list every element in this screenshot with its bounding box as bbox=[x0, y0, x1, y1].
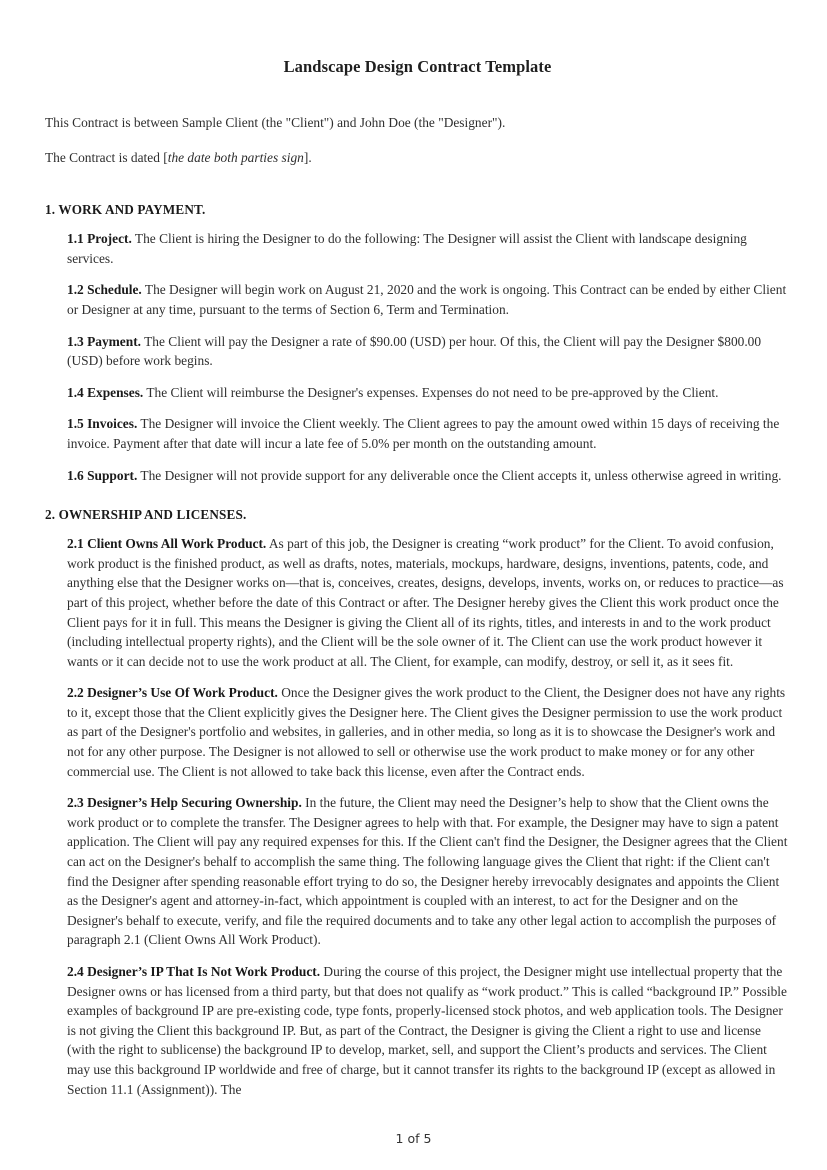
clause-1-5 bbox=[67, 414, 790, 453]
clause-1-3 bbox=[67, 332, 790, 371]
clause-1-2-lead: 1.2 Schedule. bbox=[67, 282, 142, 298]
section-1-clauses bbox=[67, 229, 790, 485]
clause-1-1 bbox=[67, 229, 790, 268]
clause-1-6-body: The Designer will not provide support for any deliverable once the Client accepts it, unless otherwise agreed in writing. bbox=[137, 467, 782, 483]
intro-date-paragraph bbox=[45, 148, 790, 168]
section-heading-2: 2. OWNERSHIP AND LICENSES. bbox=[45, 507, 247, 523]
clause-2-4-lead: 2.4 Designer’s IP That Is Not Work Product. bbox=[67, 964, 321, 979]
clause-1-4-lead: 1.4 Expenses. bbox=[67, 384, 144, 400]
clause-2-3-lead: 2.3 Designer’s Help Securing Ownership. bbox=[67, 795, 302, 811]
section-2-clauses bbox=[67, 534, 790, 1099]
clause-1-5-lead: 1.5 Invoices. bbox=[67, 416, 138, 432]
clause-1-6 bbox=[67, 466, 790, 486]
clause-1-5-body: The Designer will invoice the Client weekly. The Client agrees to pay the amount owed within 15 days of receiving the invoice. Payment after that date will incur a late fee of 5.0% per month on the outstanding amount. bbox=[67, 416, 780, 451]
clause-1-4-body: The Client will reimburse the Designer's expenses. Expenses do not need to be pre-approved by the Client. bbox=[143, 384, 719, 400]
clause-1-1-lead: 1.1 Project. bbox=[67, 231, 132, 247]
clause-2-2-lead: 2.2 Designer’s Use Of Work Product. bbox=[67, 685, 278, 701]
clause-2-1 bbox=[67, 534, 790, 671]
date-placeholder-text: the date both parties sign bbox=[167, 149, 304, 165]
intro-date-suffix: ]. bbox=[303, 149, 312, 165]
clause-2-1-lead: 2.1 Client Owns All Work Product. bbox=[67, 536, 267, 552]
intro-parties-paragraph: This Contract is between Sample Client (the "Client") and John Doe (the "Designer"). bbox=[45, 115, 506, 130]
clause-2-3 bbox=[67, 793, 790, 950]
clause-2-4-body: During the course of this project, the Designer might use intellectual property that the Designer owns or has licensed from a third party, but that does not qualify as “work product.” This is called “background IP.” Possible examples of background IP are pre-existing code, type fonts, properly-licensed stock photos, and web application tools. The Designer is not giving the Client this background IP. But, as part of the Contract, the Designer is giving the Client a right to use and license (with the right to sublicense) the background IP to develop, market, sell, and support the Client’s products and services. The Client may use this background IP worldwide and free of charge, but it cannot transfer its rights to the background IP (except as allowed in Section 11.1 (Assignment)). The bbox=[67, 964, 787, 1097]
clause-1-1-body: The Client is hiring the Designer to do the following: The Designer will assist the Client with landscape designing services. bbox=[67, 231, 747, 266]
clause-1-3-body: The Client will pay the Designer a rate of $90.00 (USD) per hour. Of this, the Client will pay the Designer $800.00 (USD) before work begins. bbox=[67, 333, 762, 369]
clause-2-1-body: As part of this job, the Designer is creating “work product” for the Client. To avoid confusion, work product is the finished product, as well as drafts, notes, materials, mockups, hardware, designs, inventions, patents, code, and anything else that the Designer works on—that is, conceives, creates, designs, develops, invents, works on, or reduces to practice—as part of this project, whether before the date of this Contract or after. The Designer hereby gives the Client this work product once the Client pays for it in full. This means the Designer is giving the Client all of its rights, titles, and interests in and to the work product (including intellectual property rights), and the Client will be the sole owner of it. The Client can use the work product however it wants or it can decide not to use the work product at all. The Client, for example, can modify, destroy, or sell it, as it sees fit. bbox=[67, 536, 784, 669]
clause-1-2 bbox=[67, 280, 790, 319]
clause-1-2-body: The Designer will begin work on August 21, 2020 and the work is ongoing. This Contract can be ended by either Client or Designer at any time, pursuant to the terms of Section 6, Term and Termination. bbox=[67, 282, 787, 317]
intro-date-prefix: The Contract is dated [ bbox=[45, 149, 168, 165]
clause-2-2 bbox=[67, 683, 790, 781]
clause-1-4 bbox=[67, 383, 790, 403]
clause-1-3-lead: 1.3 Payment. bbox=[67, 333, 142, 349]
intro-block bbox=[45, 113, 790, 167]
page-title: Landscape Design Contract Template bbox=[283, 57, 552, 76]
clause-2-2-body: Once the Designer gives the work product to the Client, the Designer does not have any rights to it, except those that the Client explicitly gives the Designer here. The Client gives the Designer permission to use the work product as part of the Designer's portfolio and websites, in galleries, and in other media, so long as it is to showcase the Designer's work and not for any other purpose. The Designer is not allowed to sell or otherwise use the work product to make money or for any other commercial use. The Client is not allowed to take back this license, even after the Contract ends. bbox=[67, 685, 786, 779]
document-content bbox=[45, 0, 790, 1099]
clause-1-6-lead: 1.6 Support. bbox=[67, 467, 138, 483]
clause-2-4 bbox=[67, 962, 790, 1099]
section-heading-1: 1. WORK AND PAYMENT. bbox=[45, 202, 206, 218]
page-number-footer: 1 of 5 bbox=[395, 1131, 432, 1146]
clause-2-3-body: In the future, the Client may need the Designer’s help to show that the Client owns the work product or to complete the transfer. The Designer agrees to help with that. For example, the Designer may have to sign a patent application. The Client will pay any required expenses for this. If the Client can't find the Designer, the Designer agrees that the Client can act on the Designer's behalf to accomplish the same thing. The following language gives the Client that right: if the Client can't find the Designer after spending reasonable effort trying to do so, the Designer hereby irrevocably designates and appoints the Client as the Designer's agent and attorney-in-fact, which appointment is coupled with an interest, to act for the Designer and on the Designer's behalf to execute, verify, and file the required documents and to take any other legal action to accomplish the purposes of paragraph 2.1 (Client Owns All Work Product). bbox=[67, 795, 788, 948]
